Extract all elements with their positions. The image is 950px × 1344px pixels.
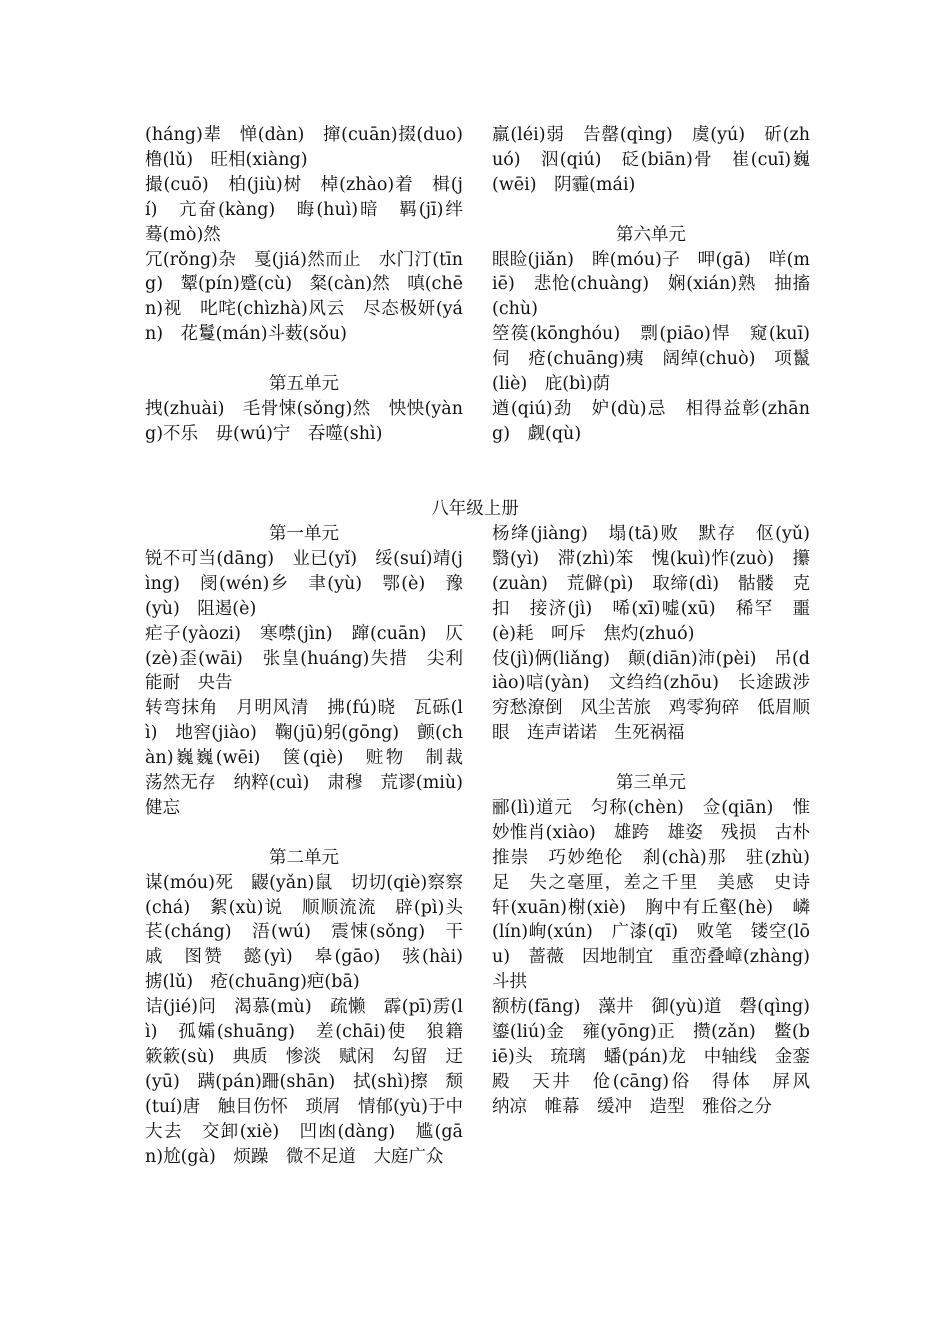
grade-title: 八年级上册 [431,499,519,519]
spacer [492,198,810,223]
unit-title: 第六单元 [616,224,686,245]
top-right-column [492,123,810,447]
vocab-paragraph: 遒(qiú)劲 妒(dù)忌 相得益彰(zhāng) 觑(qù) [492,398,810,444]
unit-title: 第五单元 [269,374,339,395]
vocab-paragraph: 谋(móu)死 鼹(yǎn)鼠 切切(qiè)察察(chá) 絮(xù)说 顺顺流流 辟(pì)头 苌(cháng) 浯(wú) 震悚(sǒng) 干戚 图赞 懿(yì) 皋(gāo) 骇(hài) 掳(lǔ) 疮(chuāng)疤(bā) [145,872,481,993]
vocab-paragraph: 额枋(fāng) 藻井 御(yù)道 磬(qìng) 鎏(liú)金 雍(yōng)正 攒(zǎn) 鳖(biē)头 琉璃 蟠(pán)龙 中轴线 金銮殿 天井 伧(cāng)俗 得体 屏风 纳凉 帷幕 缓冲 造型 雅俗之分 [492,997,828,1117]
vocab-paragraph: 伎(jì)俩(liǎng) 颠(diān)沛(pèi) 吊(diào)唁(yàn) 文绉绉(zhōu) 长途跋涉 穷愁潦倒 风尘苦旅 鸡零狗碎 低眉顺眼 连声诺诺 生死祸福 [492,648,828,744]
vocab-paragraph: 冗(rǒng)杂 戛(jiá)然而止 水门汀(tīng) 颦(pín)蹙(cù) 粲(càn)然 嗔(chēn)视 叱咤(chìzhà)风云 尽态极妍(yán) 花鬘(mán)斗薮(sǒu) [145,249,463,345]
spacer [145,821,463,846]
vocab-paragraph: 疟子(yàozi) 寒噤(jìn) 蹿(cuān) 仄(zè)歪(wāi) 张皇(huáng)失措 尖利 能耐 央告 [145,623,481,694]
vocab-paragraph: 羸(léi)弱 告罄(qìng) 虞(yú) 斫(zhuó) 泅(qiú) 砭(biān)骨 崔(cuī)巍(wēi) 阴霾(mái) [492,125,810,195]
spacer [145,347,463,372]
unit-title: 第一单元 [269,524,339,544]
vocab-paragraph: 锐不可当(dāng) 业已(yǐ) 绥(suí)靖(jìng) 阌(wén)乡 聿(yù) 鄂(è) 豫(yù) 阻遏(è) [145,548,463,619]
vocab-paragraph: 撮(cuō) 柏(jiù)树 棹(zhào)着 楫(jí) 亢奋(kàng) 晦(huì)暗 羁(jī)绊 蓦(mò)然 [145,174,481,245]
vocab-paragraph: 郦(lì)道元 匀称(chèn) 佥(qiān) 惟妙惟肖(xiào) 雄跨 雄姿 残损 古朴 推崇 巧妙绝伦 刹(chà)那 驻(zhù)足 失之毫厘，差之千里 美感 史诗 轩(xuān)榭(xiè) 胸中有丘壑(hè) 嶙(lín)峋(xún) 广漆(qī) 败笔 镂空(lōu) 蔷薇 因地制宜 重峦叠嶂(zhàng) 斗拱 [492,797,828,993]
top-left-column [145,123,481,447]
vocab-paragraph: 拽(zhuài) 毛骨悚(sǒng)然 怏怏(yàng)不乐 毋(wú)宁 吞噬(shì) [145,398,463,444]
vocab-paragraph: 箜篌(kōnghóu) 剽(piāo)悍 窥(kuī)伺 疮(chuāng)痍 阔绰(chuò) 项鬣(liè) 庇(bì)荫 [492,324,810,395]
vocab-paragraph: 转弯抹角 月明风清 拂(fú)晓 瓦砾(lì) 地窖(jiào) 鞠(jū)躬(gōng) 颤(chàn)巍巍(wēi) 箧(qiè) 赃物 制裁 荡然无存 纳粹(cuì) 肃穆 荒谬(miù) 健忘 [145,698,481,818]
vocab-paragraph: 诘(jié)问 渴慕(mù) 疏懒 霹(pī)雳(lì) 孤孀(shuāng) 差(chāi)使 狼籍 簌簌(sù) 典质 惨淡 赋闲 勾留 迂(yū) 蹒(pán)跚(shān) 拭(shì)擦 颓(tuí)唐 触目伤怀 琐屑 情郁(yù)于中 大去 交卸(xiè) 凹凼(dàng) 尴(gān)尬(gà) 烦躁 微不足道 大庭广众 [145,997,481,1167]
spacer [492,746,810,771]
vocab-paragraph: (háng)辈 惮(dàn) 撺(cuān)掇(duo) 橹(lǔ) 旺相(xiàng) [145,125,481,170]
bottom-left-column [145,522,481,1170]
vocab-paragraph: 眼睑(jiǎn) 眸(móu)子 呷(gā) 咩(miē) 悲怆(chuàng) 娴(xián)熟 抽搐(chù) [492,249,810,320]
bottom-right-column [492,522,828,1120]
vocab-paragraph: 杨绛(jiàng) 塌(tā)败 默存 伛(yǔ) 翳(yì) 滞(zhì)笨 愧(kuì)怍(zuò) 攥(zuàn) 荒僻(pì) 取缔(dì) 骷髅 克扣 接济(jì) 唏(xī)嘘(xū) 稀罕 噩(è)耗 呵斥 焦灼(zhuó) [492,524,828,644]
unit-title: 第三单元 [616,773,686,794]
unit-title: 第二单元 [269,847,339,868]
